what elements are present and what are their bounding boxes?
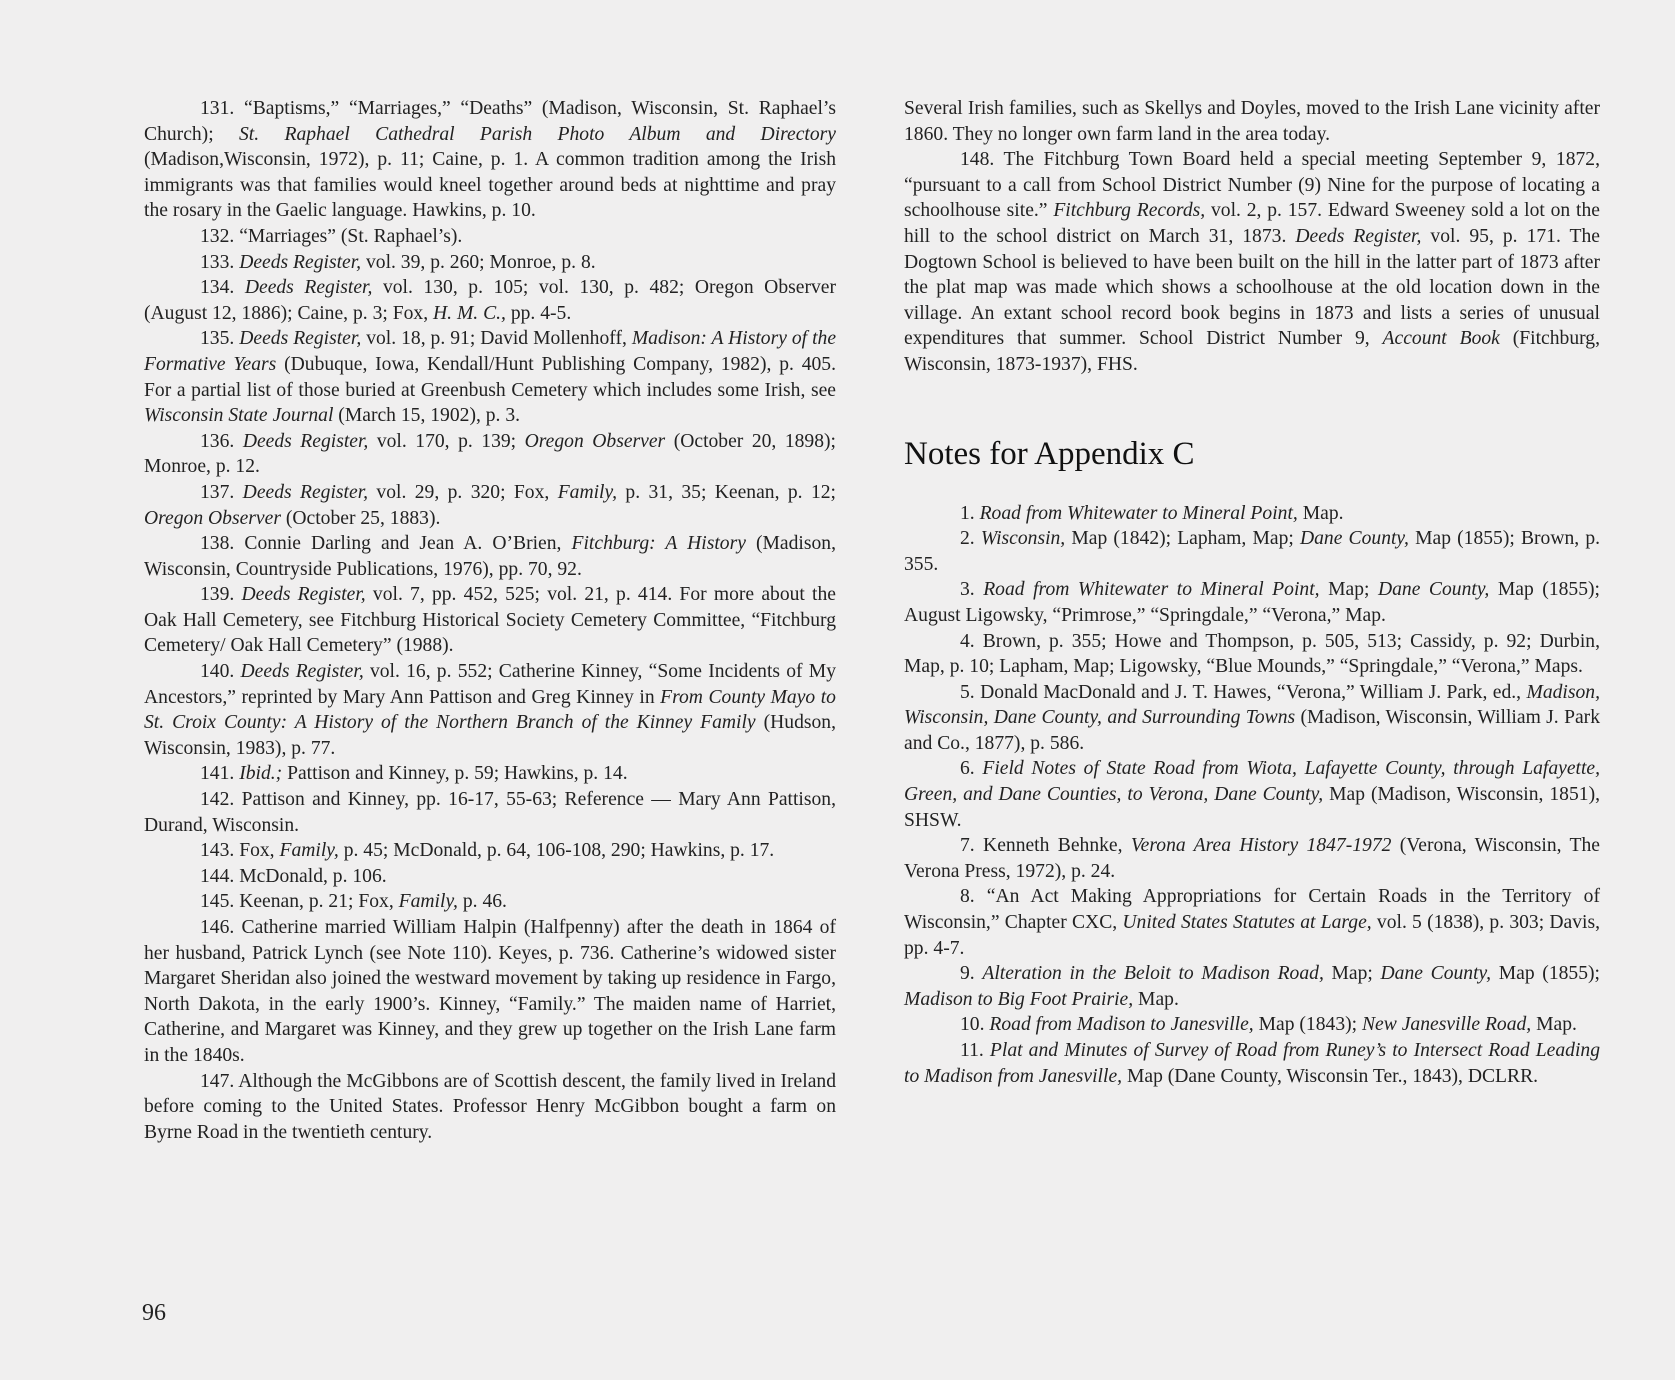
note-text: 11. (960, 1040, 990, 1061)
note-paragraph (904, 1038, 1600, 1089)
note-text: (Madison, Wisconsin, William J. Park and Co., 1877), p. 586. (904, 707, 1600, 754)
note-text: 133. (200, 251, 240, 273)
note-text: (October 25, 1883). (280, 507, 441, 529)
italic-title: H. M. C., (433, 302, 506, 324)
note-paragraph (904, 147, 1600, 377)
italic-title: Road from Madison to Janesville, (989, 1014, 1254, 1036)
note-paragraph (144, 838, 836, 864)
italic-title: Deeds Register, (239, 328, 362, 350)
italic-title: New Janesville Road, (1361, 1014, 1532, 1036)
note-paragraph (144, 531, 836, 582)
note-text: 4. Brown, p. 355; Howe and Thompson, p. 505, 513; Cassidy, p. 92; Durbin, Map, p. 10; Lapham, Map; Ligowsky, “Blue Mounds,” “Springdale,” “Verona,” Maps. (904, 630, 1600, 678)
italic-title: Plat and Minutes of Survey of Road from Runey’s to Intersect Road Leading to Madison from Janesville, (904, 1040, 1601, 1087)
note-text: Map (1842); Lapham, Map; (1065, 528, 1300, 550)
note-paragraph (904, 961, 1600, 1012)
note-text: 148. The Fitchburg Town Board held a special meeting September 9, 1872, “pursuant to a call from School District Number (9) Nine for the purpose of locating a schoolhouse site.” (904, 149, 1600, 222)
note-paragraph (144, 787, 836, 838)
note-text: vol. 170, p. 139; (368, 430, 525, 452)
note-text: Map. (1133, 988, 1179, 1010)
note-text: vol. 7, pp. 452, 525; vol. 21, p. 414. For more about the Oak Hall Cemetery, see Fitchburg Historical Society Cemetery Committee, “Fitchburg Cemetery/ Oak Hall Cemetery” (1988). (144, 584, 836, 657)
italic-title: From County Mayo to St. Croix County: A History of the Northern Branch of the Kinney Family (144, 686, 836, 734)
note-text: (Hudson, Wisconsin, 1983), p. 77. (144, 712, 836, 759)
note-paragraph (904, 96, 1600, 147)
note-text: p. 45; McDonald, p. 64, 106-108, 290; Hawkins, p. 17. (338, 840, 775, 862)
note-paragraph (904, 680, 1600, 757)
italic-title: Dane County, (1299, 528, 1409, 550)
italic-title: Family, (279, 840, 339, 862)
note-text: 145. Keenan, p. 21; Fox, (200, 891, 399, 913)
note-text: 144. McDonald, p. 106. (200, 865, 387, 887)
italic-title: Wisconsin, (980, 528, 1066, 550)
note-text: vol. 18, p. 91; David Mollenhoff, (361, 328, 632, 350)
note-text: Pattison and Kinney, p. 59; Hawkins, p. 14. (282, 763, 628, 785)
note-text: 5. Donald MacDonald and J. T. Hawes, “Verona,” William J. Park, ed., (960, 681, 1527, 703)
note-paragraph (144, 480, 836, 531)
note-paragraph (144, 429, 836, 480)
italic-title: Verona Area History 1847-1972 (1130, 835, 1392, 857)
italic-title: Oregon Observer (524, 430, 666, 452)
italic-title: Deeds Register, (242, 430, 369, 452)
note-paragraph (144, 275, 836, 326)
note-text: p. 31, 35; Keenan, p. 12; (617, 481, 836, 503)
note-text: Map; (1323, 963, 1381, 985)
italic-title: Dane County, (1377, 579, 1490, 601)
note-text: vol. 29, p. 320; Fox, (368, 481, 558, 503)
note-paragraph (144, 582, 836, 659)
note-paragraph (144, 761, 836, 787)
note-text: 1. (960, 502, 980, 524)
note-text: 139. (200, 584, 242, 606)
italic-title: Road from Whitewater to Mineral Point, (979, 502, 1298, 524)
italic-title: Dane County, (1380, 963, 1492, 985)
italic-title: Deeds Register, (244, 277, 373, 299)
note-text: (Madison,Wisconsin, 1972), p. 11; Caine, p. 1. A common tradition among the Irish immigrants was that families would kneel together around beds at nighttime and pray the rosary in the Gaelic language. Hawkins, p. 10. (144, 149, 836, 222)
note-paragraph (904, 501, 1600, 527)
note-paragraph (904, 577, 1600, 628)
italic-title: United States Statutes at Large, (1122, 912, 1372, 934)
italic-title: Deeds Register, (242, 481, 369, 503)
note-text: 136. (200, 430, 243, 452)
note-text: 143. Fox, (200, 840, 280, 862)
note-text: 146. Catherine married William Halpin (Halfpenny) after the death in 1864 of her husband, Patrick Lynch (see Note 110). Keyes, p. 736. Catherine’s widowed sister Margaret Sheridan also joined the westward movement by taking up residence in Fargo, North Dakota, in the early 1900’s. Kinney, “Family.” The maiden name of Harriet, Catherine, and Margaret was Kinney, and they grew up together on the Irish Lane farm in the 1840s. (144, 917, 836, 1066)
italic-title: Deeds Register, (241, 584, 366, 606)
note-paragraph (144, 1069, 836, 1146)
note-text: 135. (200, 328, 240, 350)
note-text: vol. 5 (1838), p. 303; Davis, pp. 4-7. (904, 912, 1601, 959)
note-paragraph (904, 629, 1600, 680)
note-text: p. 46. (457, 891, 507, 913)
appendix-notes-list (904, 501, 1600, 1090)
italic-title: Fitchburg Records, (1053, 200, 1206, 222)
italic-title: Madison: A History of the Formative Years (144, 328, 837, 375)
note-text: (March 15, 1902), p. 3. (333, 405, 521, 427)
italic-title: Ibid.; (239, 763, 283, 785)
italic-title: Field Notes of State Road from Wiota, Lafayette County, through Lafayette, Green, and Dane Counties, to Verona, Dane County, (904, 758, 1601, 806)
note-paragraph (144, 224, 836, 250)
note-text: vol. 39, p. 260; Monroe, p. 8. (361, 251, 596, 273)
note-text: pp. 4-5. (505, 302, 572, 324)
note-text: Map. (1531, 1014, 1577, 1036)
note-text: 8. “An Act Making Appropriations for Certain Roads in the Territory of Wisconsin,” Chapter CXC, (904, 886, 1600, 934)
note-text: 140. (200, 661, 241, 683)
note-text: 138. Connie Darling and Jean A. O’Brien, (200, 533, 572, 555)
note-paragraph (144, 659, 836, 761)
note-text: Map; (1319, 579, 1378, 601)
note-text: 141. (200, 763, 240, 785)
note-text: 7. Kenneth Behnke, (960, 835, 1131, 857)
note-text: (Madison, Wisconsin, Countryside Publications, 1976), pp. 70, 92. (144, 533, 836, 580)
italic-title: Family, (557, 481, 618, 503)
note-paragraph (904, 756, 1600, 833)
italic-title: Family, (398, 891, 458, 913)
note-text: 131. “Baptisms,” “Marriages,” “Deaths” (Madison, Wisconsin, St. Raphael’s Church); (144, 98, 836, 145)
note-paragraph (904, 884, 1600, 961)
italic-title: Deeds Register, (239, 251, 362, 273)
note-text: Map (1855); Brown, p. 355. (904, 528, 1601, 575)
note-text: Map (1855); August Ligowsky, “Primrose,” “Springdale,” “Verona,” Map. (904, 579, 1600, 626)
note-text: Map (1855); (1491, 963, 1600, 985)
italic-title: Madison to Big Foot Prairie, (904, 988, 1134, 1010)
note-text: 6. (960, 758, 983, 780)
italic-title: Account Book (1382, 328, 1500, 350)
note-text: vol. 2, p. 157. Edward Sweeney sold a lot on the hill to the school district on March 31, 1873. (904, 200, 1600, 247)
note-paragraph (144, 96, 836, 224)
italic-title: Wisconsin State Journal (144, 405, 334, 427)
note-text: Map (1843); (1253, 1014, 1362, 1036)
note-paragraph (144, 326, 836, 428)
note-paragraph (904, 1012, 1600, 1038)
note-text: 10. (960, 1014, 990, 1036)
note-paragraph (904, 833, 1600, 884)
note-text: 2. (960, 528, 981, 550)
note-text: Several Irish families, such as Skellys and Doyles, moved to the Irish Lane vicinity after 1860. They no longer own farm land in the area today. (904, 98, 1600, 145)
note-text: 9. (960, 963, 983, 985)
left-notes-list (144, 96, 836, 1145)
note-text: vol. 16, p. 552; Catherine Kinney, “Some Incidents of My Ancestors,” reprinted by Mary Ann Pattison and Greg Kinney in (144, 661, 837, 708)
right-column (904, 96, 1600, 1089)
italic-title: Alteration in the Beloit to Madison Road, (982, 963, 1324, 985)
note-text: vol. 130, p. 105; vol. 130, p. 482; Oregon Observer (August 12, 1886); Caine, p. 3; Fox, (144, 277, 836, 324)
note-text: 134. (200, 277, 245, 299)
note-text: 147. Although the McGibbons are of Scottish descent, the family lived in Ireland before coming to the United States. Professor Henry McGibbon bought a farm on Byrne Road in the twentieth century. (144, 1070, 836, 1143)
note-paragraph (144, 864, 836, 890)
note-text: Map (Dane County, Wisconsin Ter., 1843), DCLRR. (1122, 1065, 1539, 1087)
note-text: (Fitchburg, Wisconsin, 1873-1937), FHS. (904, 328, 1600, 375)
note-text: 132. “Marriages” (St. Raphael’s). (200, 225, 463, 247)
note-text: 137. (200, 481, 243, 503)
right-notes-list (904, 96, 1600, 378)
italic-title: Fitchburg: A History (571, 533, 746, 555)
note-text: (October 20, 1898); Monroe, p. 12. (144, 430, 836, 478)
note-text: 3. (960, 579, 984, 601)
note-paragraph (904, 526, 1600, 577)
note-text: Map (Madison, Wisconsin, 1851), SHSW. (904, 784, 1600, 831)
note-text: vol. 95, p. 171. The Dogtown School is believed to have been built on the hill in the latter part of 1873 after the plat map was made which shows a schoolhouse at the old location down in the village. An extant school record book begins in 1873 and lists a series of unusual expenditures that summer. School District Number 9, (904, 225, 1601, 350)
note-text: (Verona, Wisconsin, The Verona Press, 1972), p. 24. (904, 835, 1600, 882)
italic-title: Oregon Observer (144, 507, 281, 529)
italic-title: Deeds Register, (240, 661, 364, 683)
note-paragraph (144, 889, 836, 915)
page-number: 96 (142, 1300, 166, 1326)
note-text: 142. Pattison and Kinney, pp. 16-17, 55-63; Reference — Mary Ann Pattison, Durand, Wisconsin. (144, 789, 836, 836)
appendix-heading: Notes for Appendix C (904, 435, 1195, 472)
italic-title: Madison, Wisconsin, Dane County, and Surrounding Towns (904, 681, 1600, 729)
note-text: Map. (1297, 502, 1344, 524)
note-paragraph (144, 915, 836, 1069)
italic-title: Road from Whitewater to Mineral Point, (983, 579, 1320, 601)
italic-title: Deeds Register, (1295, 225, 1422, 247)
note-text: (Dubuque, Iowa, Kendall/Hunt Publishing Company, 1982), p. 405. For a partial list of those buried at Greenbush Cemetery which includes some Irish, see (144, 353, 837, 401)
left-column (144, 96, 836, 1145)
note-paragraph (144, 250, 836, 276)
italic-title: St. Raphael Cathedral Parish Photo Album and Directory (239, 123, 836, 145)
